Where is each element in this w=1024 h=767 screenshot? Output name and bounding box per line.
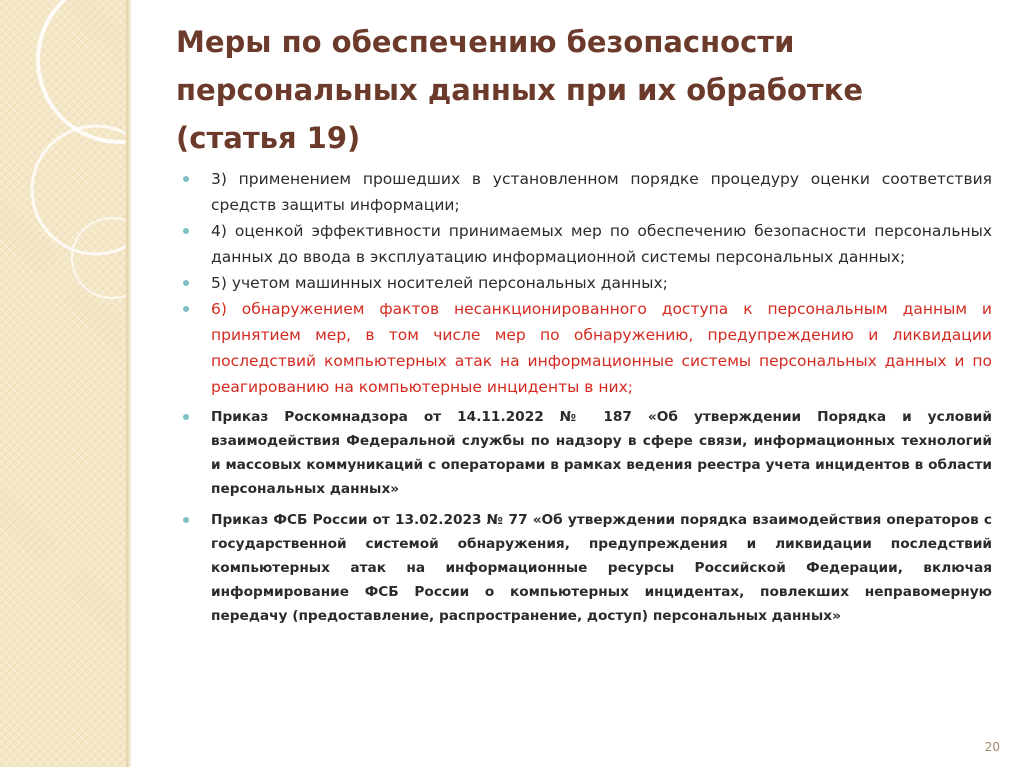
list-item-text: 6) обнаружением фактов несанкционированного доступа к персональным данным и принятием мер, в том числе мер по обнаружению, предупреждению и ликвидации последствий компьютерных атак на информационные системы персональных данных и по реагированию на компьютерные инциденты в них; xyxy=(211,300,992,396)
list-item-text: Приказ ФСБ России от 13.02.2023 № 77 «Об утверждении порядка взаимодействия операторов с государственной системой обнаружения, предупреждения и ликвидации последствий компьютерных атак на информационные ресурсы Российской Федерации, включая информирование ФСБ России о компьютерных инцидентах, повлекших неправомерную передачу (предоставление, распространение, доступ) персональных данных» xyxy=(211,512,992,624)
list-item xyxy=(180,218,992,270)
bullet-dot-icon xyxy=(183,517,189,523)
bullet-dot-icon xyxy=(183,280,189,286)
bullet-dot-icon xyxy=(183,306,189,312)
deco-circle-small xyxy=(72,218,126,298)
bullet-list xyxy=(180,166,992,628)
list-item xyxy=(180,166,992,218)
side-band-edge xyxy=(126,0,131,767)
bullet-dot-icon xyxy=(183,176,189,182)
title-line-1: Меры по обеспечению безопасности xyxy=(176,25,795,59)
list-item-text: Приказ Роскомнадзора от 14.11.2022 № 187 «Об утверждении Порядка и условий взаимодействия Федеральной службы по надзору в сфере связи, информационных технологий и массовых коммуникаций с операторами в рамках ведения реестра учета инцидентов в области персональных данных» xyxy=(211,409,992,497)
list-item-order-fsb xyxy=(180,508,992,628)
deco-circle-large xyxy=(38,0,126,142)
list-item-text: 5) учетом машинных носителей персональных данных; xyxy=(211,274,668,292)
decorative-side-band xyxy=(0,0,126,767)
list-item-order-roskomnadzor xyxy=(180,405,992,501)
page-number: 20 xyxy=(984,740,1000,754)
list-item-highlighted xyxy=(180,296,992,400)
title-line-3: (статья 19) xyxy=(176,121,361,155)
title-line-2: персональных данных при их обработке xyxy=(176,73,864,107)
bullet-dot-icon xyxy=(183,228,189,234)
list-item xyxy=(180,270,992,296)
decorative-circles xyxy=(0,0,126,767)
bullet-dot-icon xyxy=(183,414,189,420)
slide-title xyxy=(176,18,976,162)
list-item-text: 3) применением прошедших в установленном порядке процедуру оценки соответствия средств защиты информации; xyxy=(211,170,992,214)
list-item-text: 4) оценкой эффективности принимаемых мер по обеспечению безопасности персональных данных до ввода в эксплуатацию информационной системы персональных данных; xyxy=(211,222,992,266)
